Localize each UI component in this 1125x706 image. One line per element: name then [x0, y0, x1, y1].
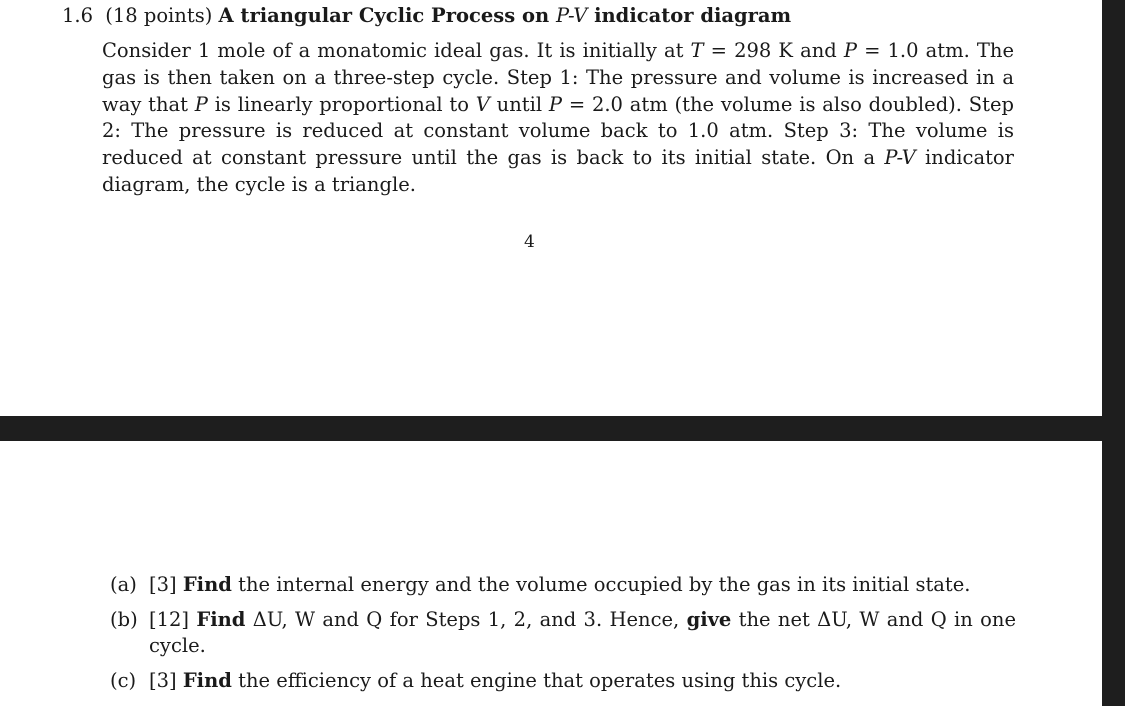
part-label: (a)	[110, 573, 137, 596]
part-text: [3] Find the internal energy and the volume occupied by the gas in its initial state.	[149, 573, 971, 596]
question-parts	[110, 572, 1016, 702]
part-b	[110, 607, 1016, 660]
part-text: [3] Find the efficiency of a heat engine that operates using this cycle.	[149, 668, 842, 692]
page-number: 4	[524, 232, 535, 252]
part-text: [12] Find ΔU, W and Q for Steps 1, 2, and 3. Hence, give the net ΔU, W and Q in one cycle.	[149, 607, 1016, 657]
viewer-scroll-gutter[interactable]	[1102, 0, 1125, 706]
part-label: (c)	[110, 668, 137, 692]
part-a	[110, 572, 1016, 599]
question-number: 1.6	[62, 4, 94, 27]
question-title: A triangular Cyclic Process on P-V indicator diagram	[218, 4, 792, 27]
part-label: (b)	[110, 607, 138, 631]
part-c	[110, 668, 1016, 695]
question-points: (18 points)	[105, 4, 213, 27]
question-header	[62, 4, 791, 27]
problem-statement: Consider 1 mole of a monatomic ideal gas. It is initially at T = 298 K and P = 1.0 atm. The gas is then taken on a three-step cycle. Step 1: The pressure and volume is increased in a way that P is linearly proportional to V until P = 2.0 atm (the volume is also doubled). Step 2: The pressure is reduced at constant volume back to 1.0 atm. Step 3: The volume is reduced at constant pressure until the gas is back to its initial state. On a P-V indicator diagram, the cycle is a triangle.	[102, 39, 1014, 196]
